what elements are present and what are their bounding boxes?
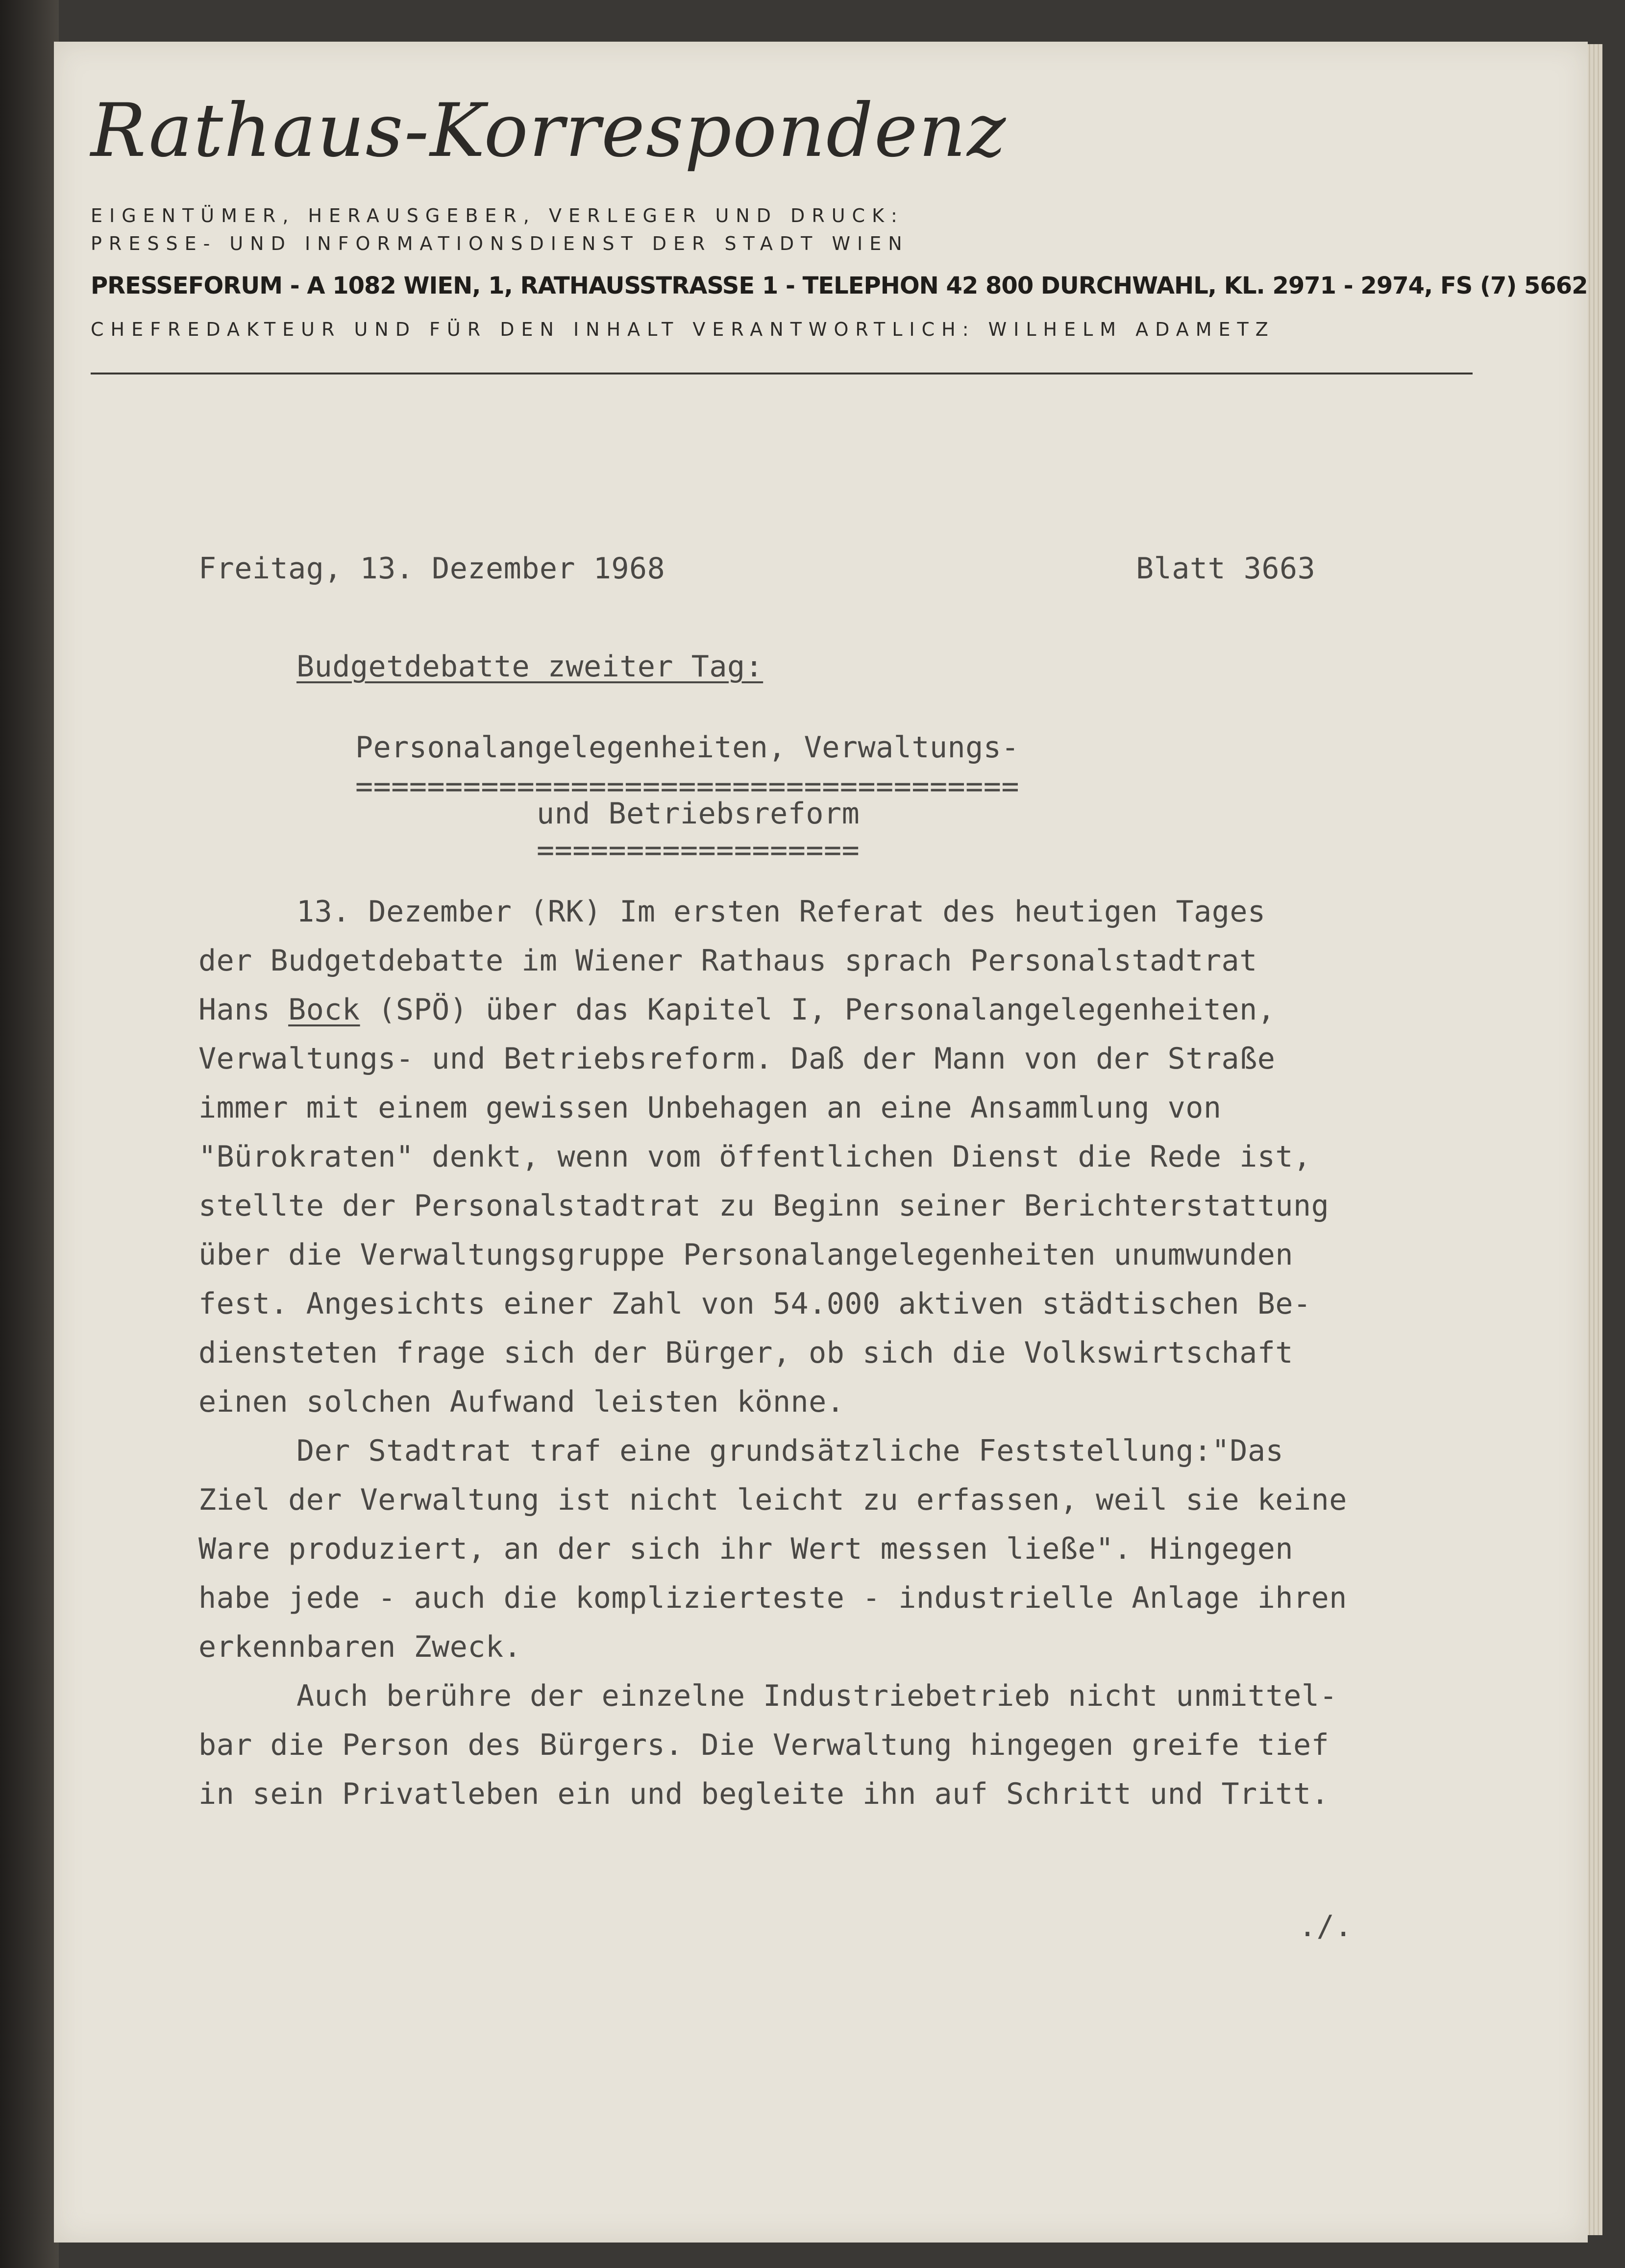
body-line-7: stellte der Personalstadtrat zu Beginn seiner Berichterstattung (198, 1189, 1330, 1223)
body-line-10: diensteten frage sich der Bürger, ob sich die Volkswirtschaft (198, 1336, 1294, 1370)
body-line-3 (198, 993, 1275, 1027)
body-line-15: habe jede - auch die komplizierteste - industrielle Anlage ihren (198, 1581, 1347, 1615)
book-binding (0, 0, 59, 2268)
header-rule (91, 373, 1473, 374)
date-line: Freitag, 13. Dezember 1968 (198, 551, 665, 586)
editor-line: CHEFREDAKTEUR UND FÜR DEN INHALT VERANTWORTLICH: WILHELM ADAMETZ (91, 319, 1275, 340)
body-line-4: Verwaltungs- und Betriebsreform. Daß der Mann von der Straße (198, 1042, 1276, 1076)
headline-line-2: und Betriebsreform (537, 797, 860, 831)
body-line-14: Ware produziert, an der sich ihr Wert messen ließe". Hingegen (198, 1532, 1294, 1566)
headline-line-1: Personalangelegenheiten, Verwaltungs- (355, 730, 1020, 765)
owner-line-1: EIGENTÜMER, HERAUSGEBER, VERLEGER UND DRUCK: (91, 205, 904, 226)
body-line-18: bar die Person des Bürgers. Die Verwaltung hingegen greife tief (198, 1728, 1330, 1762)
body-line-6: "Bürokraten" denkt, wenn vom öffentlichen Dienst die Rede ist, (198, 1140, 1311, 1174)
body-line-11: einen solchen Aufwand leisten könne. (198, 1385, 845, 1419)
body-line-12: Der Stadtrat traf eine grundsätzliche Feststellung:"Das (296, 1434, 1284, 1468)
owner-line-2: PRESSE- UND INFORMATIONSDIENST DER STADT WIEN (91, 233, 909, 254)
body-line-9: fest. Angesichts einer Zahl von 54.000 aktiven städtischen Be- (198, 1287, 1311, 1321)
body-line-3-rest: (SPÖ) über das Kapitel I, Personalangelegenheiten, (360, 993, 1276, 1027)
sheet-number: Blatt 3663 (1136, 551, 1316, 586)
headline-rule-1: ===================================== (355, 770, 1020, 804)
body-line-13: Ziel der Verwaltung ist nicht leicht zu erfassen, weil sie keine (198, 1483, 1347, 1517)
name-hans: Hans (198, 993, 289, 1027)
name-bock: Bock (288, 993, 360, 1027)
body-line-5: immer mit einem gewissen Unbehagen an eine Ansammlung von (198, 1091, 1222, 1125)
body-line-17: Auch berühre der einzelne Industriebetrieb nicht unmittel- (296, 1679, 1338, 1713)
address-line: PRESSEFORUM - A 1082 WIEN, 1, RATHAUSSTRASSE 1 - TELEPHON 42 800 DURCHWAHL, KL. 2971 - 2974, FS (7) 5662 (91, 272, 1588, 299)
body-line-1: 13. Dezember (RK) Im ersten Referat des heutigen Tages (296, 895, 1266, 929)
body-line-2: der Budgetdebatte im Wiener Rathaus sprach Personalstadtrat (198, 944, 1257, 978)
masthead-title: Rathaus-Korrespondenz (91, 88, 1007, 174)
body-line-19: in sein Privatleben ein und begleite ihn auf Schritt und Tritt. (198, 1777, 1330, 1811)
headline-rule-2: ================== (537, 833, 860, 868)
body-line-16: erkennbaren Zweck. (198, 1630, 522, 1664)
body-line-8: über die Verwaltungsgruppe Personalangelegenheiten unumwunden (198, 1238, 1294, 1272)
article-kicker: Budgetdebatte zweiter Tag: (296, 649, 763, 684)
continuation-mark: ./. (1299, 1909, 1353, 1944)
